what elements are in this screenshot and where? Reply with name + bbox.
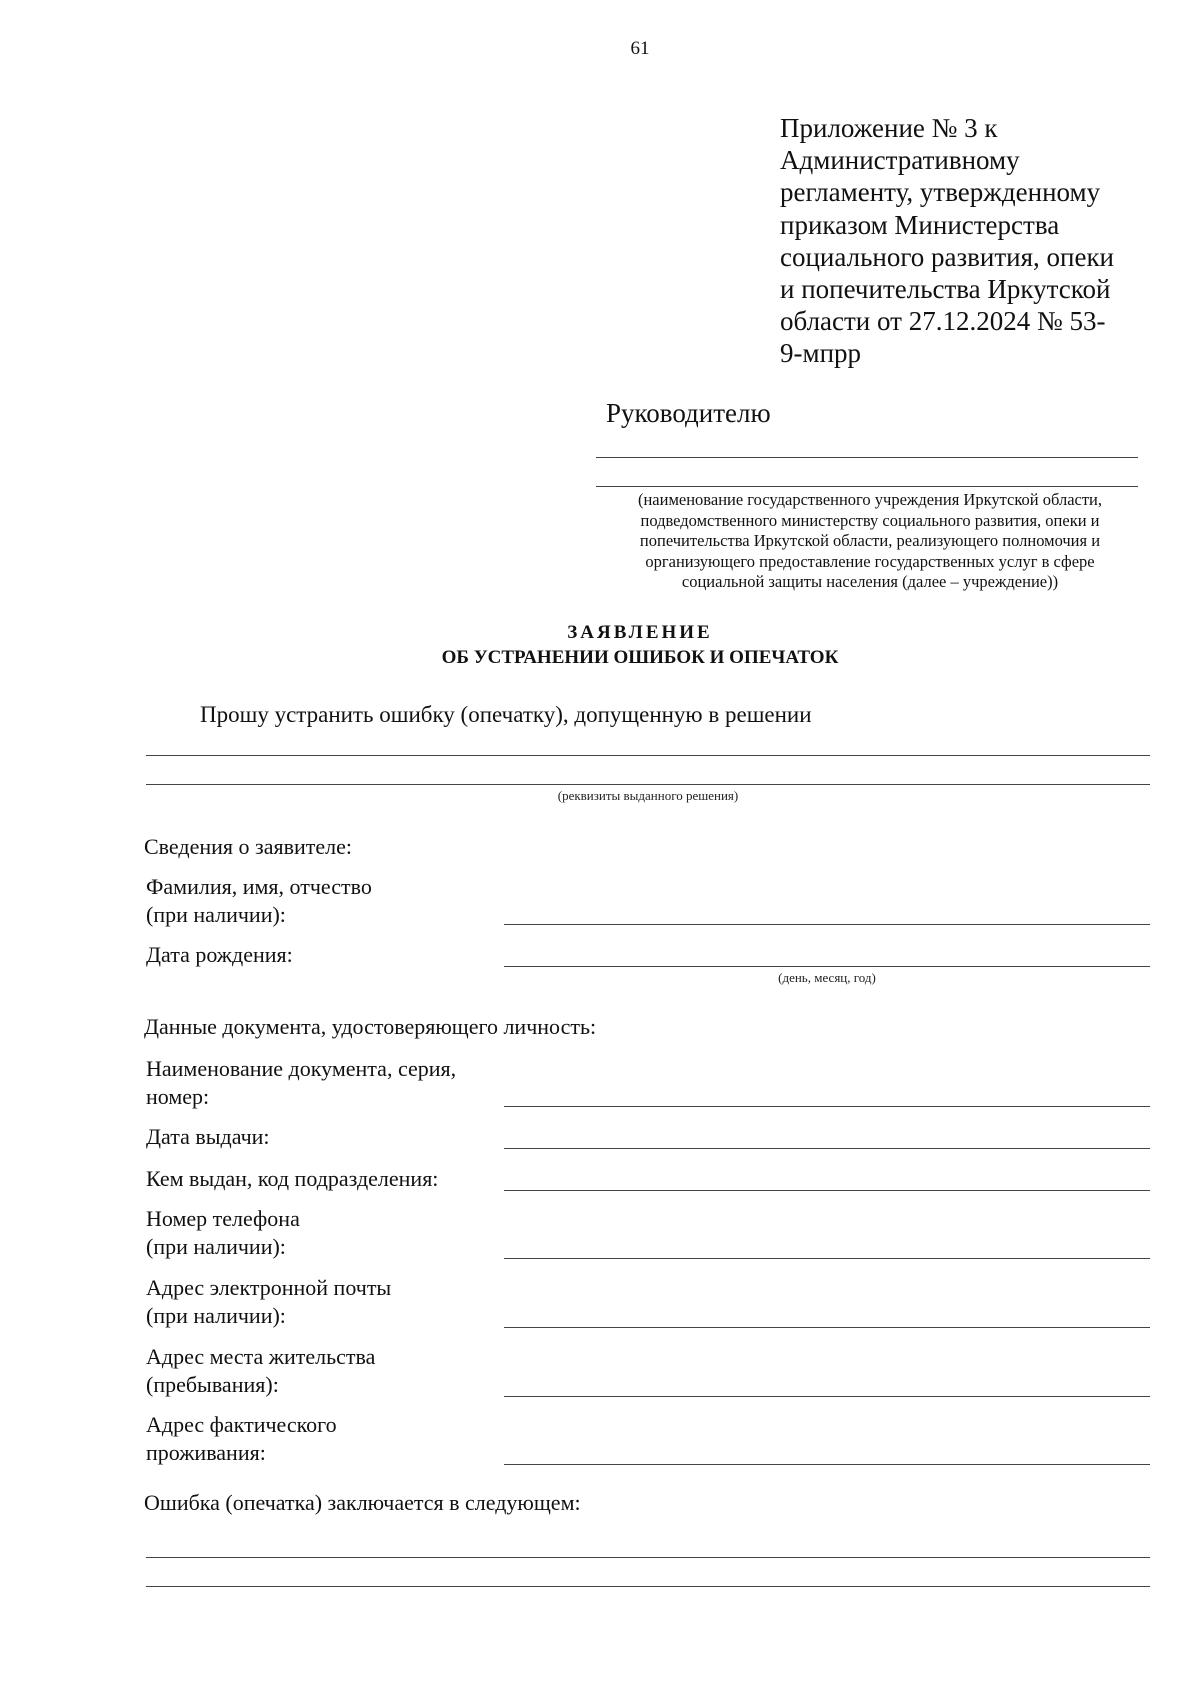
decision-caption: (реквизиты выданного решения) bbox=[557, 788, 739, 803]
issue-date-label: Дата выдачи: bbox=[146, 1124, 270, 1149]
decision-line-2[interactable] bbox=[146, 784, 1150, 785]
issue-date-field[interactable] bbox=[504, 1148, 1150, 1149]
id-document-section-heading: Данные документа, удостоверяющего личность: bbox=[144, 1014, 597, 1039]
email-label: Адрес электронной почты (при наличии): bbox=[146, 1275, 392, 1328]
birth-date-label: Дата рождения: bbox=[146, 942, 293, 967]
document-name-field[interactable] bbox=[504, 1106, 1150, 1107]
issued-by-label: Кем выдан, код подразделения: bbox=[146, 1166, 439, 1191]
addressee-label: Руководителю bbox=[606, 398, 771, 428]
birth-date-field[interactable] bbox=[504, 966, 1150, 967]
residence-address-label: Адрес места жительства (пребывания): bbox=[146, 1344, 376, 1397]
document-title: ЗАЯВЛЕНИЕ bbox=[567, 622, 713, 643]
residence-address-field[interactable] bbox=[504, 1396, 1150, 1397]
phone-field[interactable] bbox=[504, 1258, 1150, 1259]
full-name-field[interactable] bbox=[504, 924, 1150, 925]
actual-address-field[interactable] bbox=[504, 1464, 1150, 1465]
page-number: 61 bbox=[630, 38, 650, 59]
document-subtitle: ОБ УСТРАНЕНИИ ОШИБОК И ОПЕЧАТОК bbox=[441, 647, 839, 668]
error-description-line-1[interactable] bbox=[146, 1557, 1150, 1558]
institution-caption: (наименование государственного учреждения Иркутской области, подведомственного министерству социального развития, опеки и попечительства Иркутской области, реализующего полномочия и организующего предоставление государственных услуг в сфере социальной защиты населения (далее – учреждение)) bbox=[637, 490, 1103, 591]
error-section-heading: Ошибка (опечатка) заключается в следующем: bbox=[144, 1490, 581, 1515]
email-field[interactable] bbox=[504, 1327, 1150, 1328]
addressee-line-2[interactable] bbox=[596, 486, 1138, 487]
error-description-line-2[interactable] bbox=[146, 1586, 1150, 1587]
phone-label: Номер телефона (при наличии): bbox=[146, 1206, 300, 1259]
issued-by-field[interactable] bbox=[504, 1190, 1150, 1191]
full-name-label: Фамилия, имя, отчество (при наличии): bbox=[146, 874, 372, 927]
document-name-label: Наименование документа, серия, номер: bbox=[146, 1056, 457, 1109]
applicant-section-heading: Сведения о заявителе: bbox=[144, 834, 353, 859]
request-text: Прошу устранить ошибку (опечатку), допущенную в решении bbox=[200, 702, 812, 727]
appendix-header: Приложение № 3 к Административному регламенту, утвержденному приказом Министерства социального развития, опеки и попечительства Иркутской области от 27.12.2024 № 53- 9-мпрр bbox=[780, 113, 1115, 369]
decision-line-1[interactable] bbox=[146, 755, 1150, 756]
addressee-line-1[interactable] bbox=[596, 457, 1138, 458]
actual-address-label: Адрес фактического проживания: bbox=[146, 1412, 337, 1465]
birth-date-caption: (день, месяц, год) bbox=[778, 970, 876, 985]
